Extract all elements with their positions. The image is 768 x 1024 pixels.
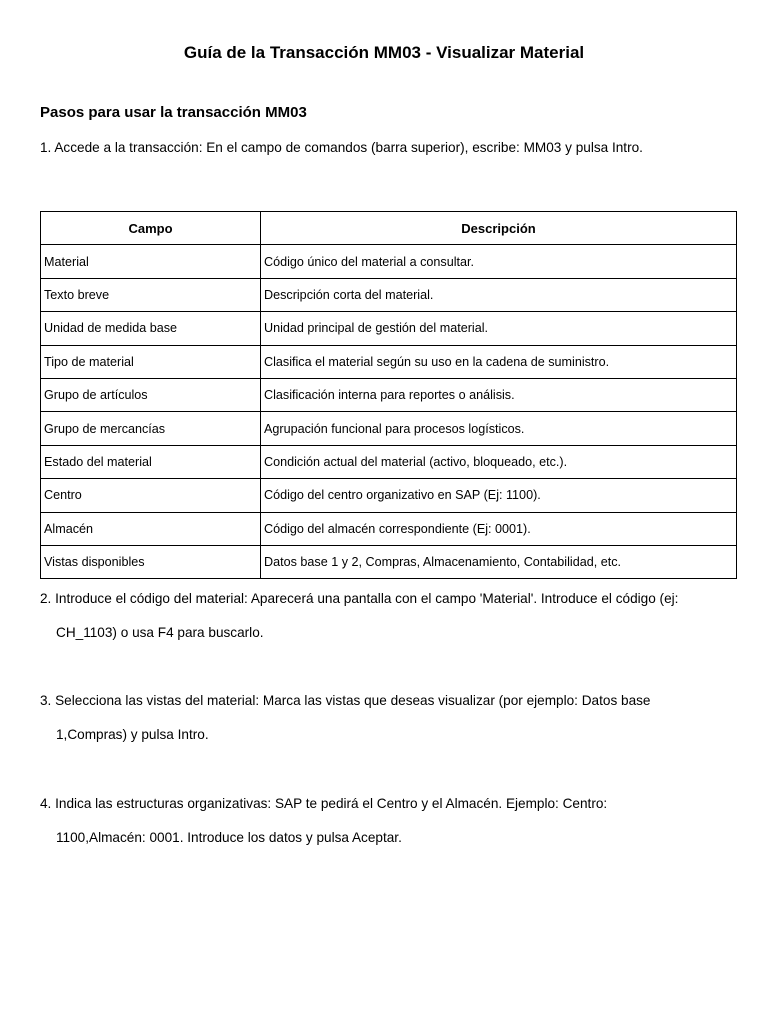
cell-campo: Centro [41,479,261,512]
cell-campo: Unidad de medida base [41,312,261,345]
step-3 [40,684,730,752]
step-3-line2: 1,Compras) y pulsa Intro. [56,727,209,742]
table-row [41,445,737,478]
table-row [41,412,737,445]
cell-descripcion: Agrupación funcional para procesos logísticos. [261,412,737,445]
table-row [41,312,737,345]
cell-campo: Estado del material [41,445,261,478]
cell-campo: Grupo de mercancías [41,412,261,445]
cell-descripcion: Código único del material a consultar. [261,245,737,278]
table-row [41,378,737,411]
section-subtitle: Pasos para usar la transacción MM03 [40,104,307,121]
table-row [41,245,737,278]
table-row [41,512,737,545]
document-title: Guía de la Transacción MM03 - Visualizar Material [183,43,585,62]
cell-descripcion: Datos base 1 y 2, Compras, Almacenamiento, Contabilidad, etc. [261,545,737,578]
step-2-line2: CH_1103) o usa F4 para buscarlo. [56,625,264,640]
cell-descripcion: Descripción corta del material. [261,278,737,311]
cell-descripcion: Unidad principal de gestión del material. [261,312,737,345]
step-4-line1: 4. Indica las estructuras organizativas: SAP te pedirá el Centro y el Almacén. Ejemplo: Centro: [40,796,608,811]
table-row [41,345,737,378]
table-header-row [41,212,737,245]
cell-campo: Grupo de artículos [41,378,261,411]
cell-campo: Almacén [41,512,261,545]
step-2-line1: 2. Introduce el código del material: Aparecerá una pantalla con el campo 'Material'. Introduce el código (ej: [40,591,679,606]
table-row [41,278,737,311]
step-2 [40,582,730,650]
cell-campo: Texto breve [41,278,261,311]
cell-descripcion: Clasificación interna para reportes o análisis. [261,378,737,411]
cell-campo: Vistas disponibles [41,545,261,578]
step-4-line2: 1100,Almacén: 0001. Introduce los datos y pulsa Aceptar. [56,830,402,845]
cell-descripcion: Código del almacén correspondiente (Ej: 0001). [261,512,737,545]
cell-campo: Material [41,245,261,278]
cell-descripcion: Condición actual del material (activo, bloqueado, etc.). [261,445,737,478]
cell-descripcion: Clasifica el material según su uso en la cadena de suministro. [261,345,737,378]
header-descripcion: Descripción [261,212,737,245]
step-1: 1. Accede a la transacción: En el campo de comandos (barra superior), escribe: MM03 y pulsa Intro. [40,140,643,155]
step-4 [40,787,730,855]
step-3-line1: 3. Selecciona las vistas del material: Marca las vistas que deseas visualizar (por ejemplo: Datos base [40,693,651,708]
cell-descripcion: Código del centro organizativo en SAP (Ej: 1100). [261,479,737,512]
table-row [41,545,737,578]
table-row [41,479,737,512]
header-campo: Campo [41,212,261,245]
cell-campo: Tipo de material [41,345,261,378]
fields-table [40,211,737,579]
